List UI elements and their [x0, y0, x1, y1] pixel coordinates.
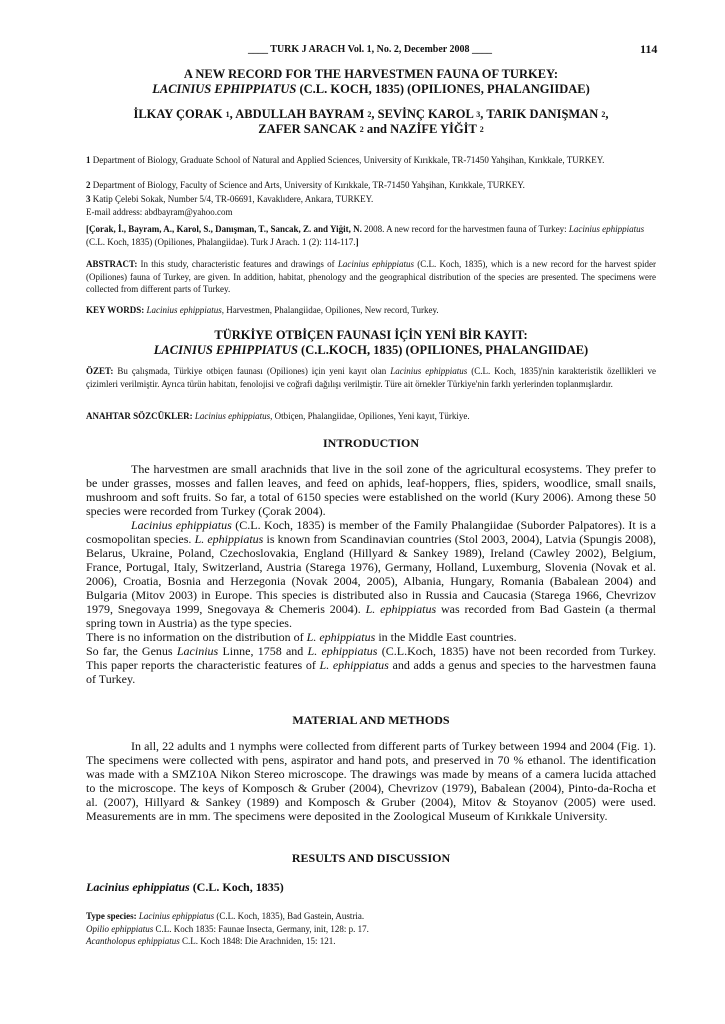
affiliation-text: Department of Biology, Graduate School of Natural and Applied Sciences, University of Kırıkkale, TR-71450 Yahşihan, Kırıkkale, TURKEY.	[92, 155, 605, 165]
affiliation-number: 3	[86, 194, 91, 204]
intro-paragraph-4	[86, 644, 656, 686]
citation-text: 2008. A new record for the harvestmen fauna of Turkey:	[361, 224, 569, 234]
introduction-heading: INTRODUCTION	[322, 436, 419, 450]
type-species-label: Type species:	[86, 911, 137, 921]
author-name: ABDULLAH BAYRAM	[235, 107, 365, 121]
title-species: LACINIUS EPHIPPIATUS	[152, 82, 297, 96]
type-species-rest: (C.L. Koch, 1835), Bad Gastein, Austria.	[214, 911, 365, 921]
turkish-title-line-1: TÜRKİYE OTBİÇEN FAUNASI İÇİN YENİ BİR KAYIT:	[214, 328, 528, 342]
abstract-species: Lacinius ephippiatus	[337, 259, 415, 269]
affiliation-number: 2	[86, 180, 91, 190]
species-name: L. ephippiatus	[307, 644, 378, 658]
author-name: İLKAY ÇORAK	[133, 107, 223, 121]
methods-heading: MATERIAL AND METHODS	[292, 713, 450, 727]
author-affiliation-mark: 2	[367, 110, 372, 119]
turkish-keywords	[86, 410, 656, 423]
title-line-2	[86, 82, 656, 97]
intro-text: is known from Scandinavian countries (Stol 2003, 2004), Latvia (Spungis 2008), Belarus, Ukraine, Poland, Czechoslovakia, England (Hillyard & Sankey 1989), Ireland (Cawley 2002), Belgium, France, Portugal, Italy, Switzerland, Austria (Starega 1976), Germany, Holland, Luxemburg, Slovenia (Novak et al. 2006), Croatia, Bosnia and Herzegonia (Novak 2004, 2005), Albania, Hungary, Romania (Babalean 2004) and Bulgaria (Mitov 2003) in Europe. This species is distributed also in Russia and Caucasia (Starega 1966, Chevrizov 1979, Snegovaya 1999, Snegovaya & Chemeris 2004).	[86, 532, 656, 616]
type-species-name: Lacinius ephippiatus	[136, 911, 215, 921]
intro-paragraph-2	[86, 518, 656, 630]
intro-text: in the Middle East countries.	[375, 630, 517, 644]
intro-text: was recorded from Bad Gastein (a thermal spring town in Austria) as the type species.	[86, 602, 657, 630]
affiliation-2	[86, 179, 656, 192]
intro-text: (C.L. Koch, 1835) is member of the Family Phalangiidae (Suborder Palpatores). It is a cosmopolitan species.	[86, 518, 656, 546]
turkish-title-line-2	[86, 343, 656, 358]
abstract-text-2: (C.L. Koch, 1835), which is a new record for the harvest spider (Opiliones) fauna of Turkey, are given. In addition, habitat, phenology and the geographical distribution of the species are presented. The specimens were collected from different parts of Turkey.	[86, 259, 656, 294]
anahtar-label: ANAHTAR SÖZCÜKLER:	[86, 411, 193, 421]
running-head: ____ TURK J ARACH Vol. 1, No. 2, December 2008 ____	[247, 44, 493, 55]
species-heading-author: (C.L. Koch, 1835)	[189, 880, 284, 894]
type-species-line	[86, 910, 656, 923]
paper-title	[86, 67, 656, 97]
results-heading: RESULTS AND DISCUSSION	[291, 851, 451, 865]
species-name: L. ephippiatus	[194, 532, 264, 546]
author-name: TARIK DANIŞMAN	[486, 107, 599, 121]
turkish-title-rest: (C.L.KOCH, 1835) (OPILIONES, PHALANGIIDAE)	[297, 343, 589, 357]
intro-text: Linne, 1758 and	[218, 644, 308, 658]
abstract	[86, 258, 656, 296]
abstract-text: In this study, characteristic features and drawings of	[137, 259, 338, 269]
author-name: NAZİFE YİĞİT	[390, 122, 477, 136]
turkish-title	[86, 328, 656, 358]
author-affiliation-mark: 2	[479, 125, 484, 134]
methods-body	[86, 739, 656, 823]
synonym-line	[86, 923, 656, 936]
authors-line-2	[86, 122, 656, 137]
page-number: 114	[640, 42, 658, 56]
species-name: L. ephippiatus	[319, 658, 389, 672]
page-header	[0, 42, 725, 58]
affiliation-3	[86, 193, 656, 218]
genus-name: Lacinius	[176, 644, 219, 658]
affiliation-text: Department of Biology, Faculty of Science and Arts, University of Kırıkkale, TR-71450 Yahşihan, Kırıkkale, TURKEY.	[92, 180, 525, 190]
ozet-label: ÖZET:	[86, 366, 114, 376]
author-affiliation-mark: 2	[359, 125, 364, 134]
author-name: SEVİNÇ KAROL	[377, 107, 474, 121]
citation-text-2: (C.L. Koch, 1835) (Opiliones, Phalangiidae). Turk J Arach. 1 (2): 114-117.	[86, 236, 356, 247]
citation-species: Lacinius ephippiatus	[568, 224, 645, 234]
intro-text: So far, the Genus	[86, 644, 177, 658]
intro-text: (C.L.Koch, 1835) have not been recorded from Turkey. This paper reports the characteristic features of	[86, 644, 657, 672]
abstract-label: ABSTRACT:	[86, 259, 138, 269]
intro-paragraph-1: The harvestmen are small arachnids that live in the soil zone of the agricultural ecosystems. They prefer to be under grasses, mosses and fallen leaves, and feed on aphids, leaf-hoppers, flies, spiders, woodlice, small snails, mushroom and soft fruits. So far, a total of 6150 species were established on the world (Kury 2006). Among these 50 species were recorded from Turkey (Çorak 2004).	[86, 462, 656, 518]
affiliation-text: Katip Çelebi Sokak, Number 5/4, TR-06691, Kavaklıdere, Ankara, TURKEY.	[92, 194, 374, 204]
synonym-line	[86, 935, 656, 948]
species-name: L. ephippiatus	[365, 602, 437, 616]
intro-text: There is no information on the distribution of	[86, 630, 307, 644]
title-line-1: A NEW RECORD FOR THE HARVESTMEN FAUNA OF TURKEY:	[183, 67, 559, 81]
author-affiliation-mark: 2	[601, 110, 606, 119]
species-heading	[86, 880, 656, 895]
author-affiliation-mark: 3	[476, 110, 481, 119]
species-name: L. ephippiatus	[306, 630, 376, 644]
author-conjunction: and	[366, 122, 387, 136]
affiliation-number: 1	[86, 155, 91, 165]
synonym-rest: C.L. Koch 1848: Die Arachniden, 15: 121.	[179, 936, 336, 946]
author-name: ZAFER SANCAK	[258, 122, 357, 136]
ozet-text-2: (C.L. Koch, 1835)'nin karakteristik özellikleri ve çizimleri verilmiştir. Ayrıca türün habitatı, fenolojisi ve coğrafi dağılışı verilmiştir. Türe ait örnekler Türkiye'nin farklı yerlerinden toplanmışlardır.	[86, 366, 657, 389]
introduction-body	[86, 462, 656, 686]
turkish-abstract	[86, 365, 656, 390]
species-name: Lacinius ephippiatus	[131, 518, 232, 532]
keywords-label: KEY WORDS:	[86, 305, 145, 315]
ozet-text: Bu çalışmada, Türkiye otbiçen faunası (Opiliones) için yeni kayıt olan	[113, 366, 391, 376]
synonym-name: Acantholopus ephippiatus	[86, 936, 180, 946]
keywords-text: Harvestmen, Phalangiidae, Opiliones, New record, Turkey.	[224, 305, 439, 315]
synonym-rest: C.L. Koch 1835: Faunae Insecta, Germany, init, 128: p. 17.	[153, 923, 369, 934]
species-heading-name: Lacinius ephippiatus	[86, 880, 190, 894]
citation-block	[86, 223, 656, 248]
synonym-name: Opilio ephippiatus	[86, 923, 154, 934]
turkish-title-species: LACINIUS EPHIPPIATUS	[153, 343, 298, 357]
citation-authors: [Çorak, İ., Bayram, A., Karol, S., Danışman, T., Sancak, Z. and Yiğit, N.	[86, 224, 362, 234]
intro-paragraph-3	[86, 630, 656, 644]
title-rest: (C.L. KOCH, 1835) (OPILIONES, PHALANGIIDAE)	[296, 82, 590, 96]
email-address: E-mail address: abdbayram@yahoo.com	[86, 206, 233, 217]
author-affiliation-mark: 1	[225, 110, 230, 119]
anahtar-species: Lacinius ephippiatus	[194, 411, 271, 421]
keywords-species: Lacinius ephippiatus,	[146, 305, 225, 315]
authors-line-1: İLKAY ÇORAK $^1$, ABDULLAH BAYRAM $^2$, SEVİNÇ KAROL $^3$, TARIK DANIŞMAN $^2$,	[133, 107, 609, 121]
author-list	[86, 107, 656, 137]
citation-close: ]	[355, 236, 359, 247]
methods-paragraph: In all, 22 adults and 1 nymphs were collected from different parts of Turkey between 1994 and 2004 (Fig. 1). The specimens were collected with pens, aspirator and hand pots, and preserved in 70 % ethanol. The identification was made with a SMZ10A Nikon Stereo microscope. The drawings was made by means of a camera lucida attached to the microscope. The keys of Komposch & Gruber (2004), Chevrizov (1979), Babalean (2004), Pinto-da-Rocha et al. (2007), Hillyard & Sankey (1989) and Komposch & Gruber (2004), Mitov & Stoyanov (2005) were used. Measurements are in mm. The specimens were deposited in the Zoological Museum of Kırıkkale University.	[86, 739, 656, 823]
anahtar-text: , Otbiçen, Phalangiidae, Opiliones, Yeni kayıt, Türkiye.	[270, 411, 470, 421]
synonymy-list	[86, 910, 656, 948]
keywords	[86, 304, 656, 317]
ozet-species: Lacinius ephippiatus	[390, 366, 468, 376]
intro-text: and adds a genus and species to the harvestmen fauna of Turkey.	[86, 658, 657, 686]
affiliation-1	[86, 154, 656, 167]
